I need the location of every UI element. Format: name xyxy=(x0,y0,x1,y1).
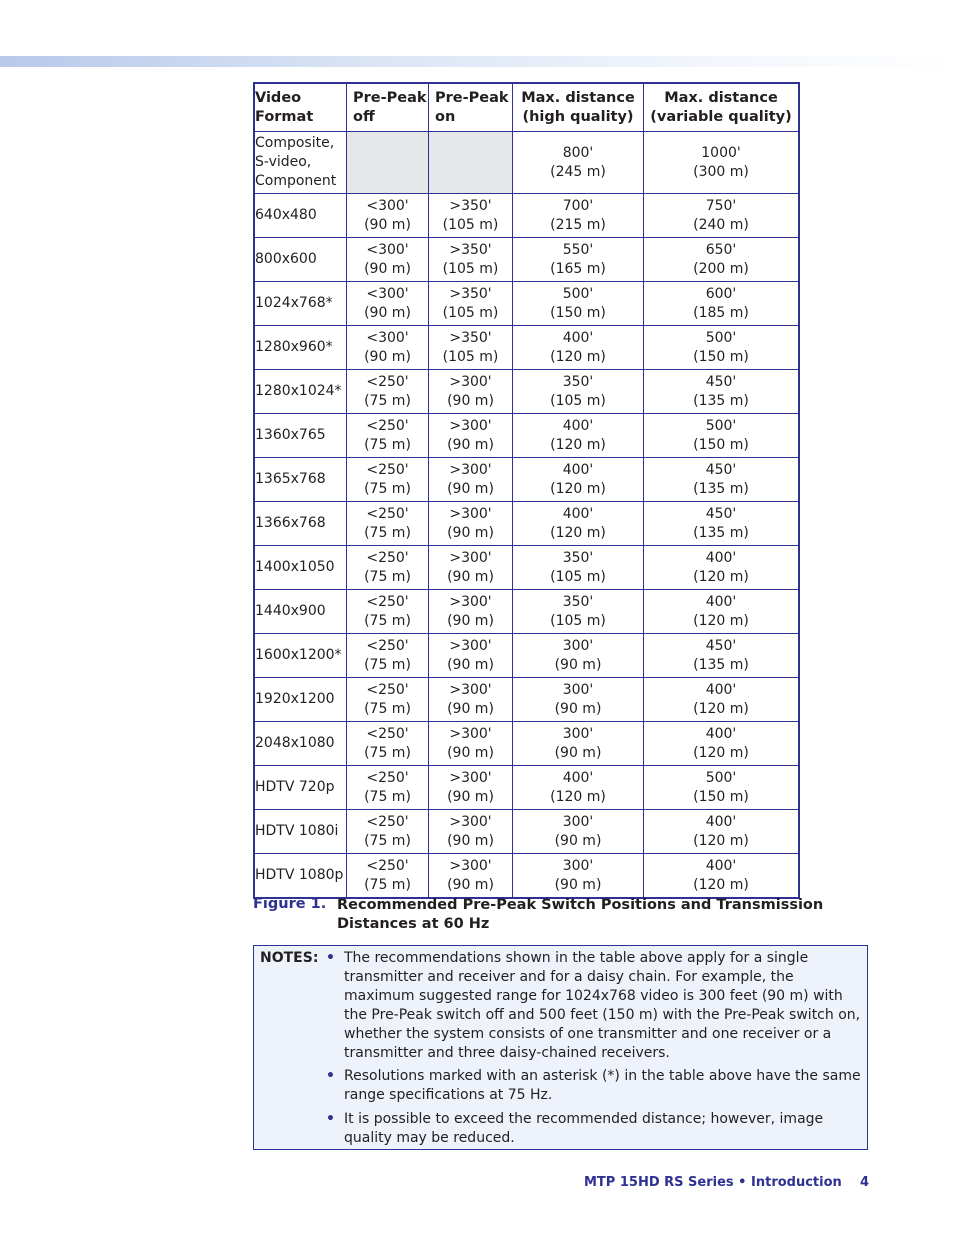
format-cell: HDTV 720p xyxy=(254,766,347,810)
prepeak-off-cell: <250' (75 m) xyxy=(347,458,429,502)
prepeak-on-cell: >350' (105 m) xyxy=(429,282,513,326)
variable-quality-cell: 450' (135 m) xyxy=(644,502,800,546)
variable-quality-cell: 750' (240 m) xyxy=(644,194,800,238)
high-quality-cell: 350' (105 m) xyxy=(513,546,644,590)
table-header-row xyxy=(254,83,799,132)
high-quality-cell: 400' (120 m) xyxy=(513,766,644,810)
prepeak-off-cell: <250' (75 m) xyxy=(347,854,429,899)
figure-label: Figure 1. xyxy=(253,896,327,912)
distance-table xyxy=(253,82,800,899)
prepeak-off-cell: <250' (75 m) xyxy=(347,766,429,810)
prepeak-on-cell: >300' (90 m) xyxy=(429,854,513,899)
format-cell: HDTV 1080i xyxy=(254,810,347,854)
format-cell: 1366x768 xyxy=(254,502,347,546)
header-max-distance-high: Max. distance (high quality) xyxy=(513,83,644,132)
format-cell: 1920x1200 xyxy=(254,678,347,722)
variable-quality-cell: 500' (150 m) xyxy=(644,766,800,810)
format-cell: 1440x900 xyxy=(254,590,347,634)
variable-quality-cell: 1000' (300 m) xyxy=(644,132,800,194)
format-cell: HDTV 1080p xyxy=(254,854,347,899)
prepeak-off-cell: <250' (75 m) xyxy=(347,810,429,854)
variable-quality-cell: 400' (120 m) xyxy=(644,722,800,766)
format-cell: 1365x768 xyxy=(254,458,347,502)
table-row xyxy=(254,194,799,238)
note-item xyxy=(326,949,862,1063)
prepeak-off-cell: <250' (75 m) xyxy=(347,678,429,722)
variable-quality-cell: 400' (120 m) xyxy=(644,810,800,854)
high-quality-cell: 500' (150 m) xyxy=(513,282,644,326)
format-cell: 1280x1024* xyxy=(254,370,347,414)
prepeak-on-cell: >300' (90 m) xyxy=(429,634,513,678)
notes-box xyxy=(253,945,868,1150)
high-quality-cell: 400' (120 m) xyxy=(513,326,644,370)
high-quality-cell: 400' (120 m) xyxy=(513,458,644,502)
note-text: It is possible to exceed the recommended distance; however, image quality may be reduced. xyxy=(344,1111,824,1146)
format-cell: 2048x1080 xyxy=(254,722,347,766)
bullet-icon: • xyxy=(326,1068,335,1084)
shaded-cell xyxy=(347,132,429,194)
prepeak-on-cell: >300' (90 m) xyxy=(429,414,513,458)
variable-quality-cell: 400' (120 m) xyxy=(644,546,800,590)
prepeak-off-cell: <300' (90 m) xyxy=(347,194,429,238)
table-row xyxy=(254,590,799,634)
variable-quality-cell: 500' (150 m) xyxy=(644,326,800,370)
header-prepeak-on: Pre-Peak on xyxy=(429,83,513,132)
prepeak-on-cell: >300' (90 m) xyxy=(429,502,513,546)
high-quality-cell: 350' (105 m) xyxy=(513,370,644,414)
prepeak-on-cell: >300' (90 m) xyxy=(429,678,513,722)
high-quality-cell: 800' (245 m) xyxy=(513,132,644,194)
high-quality-cell: 300' (90 m) xyxy=(513,634,644,678)
table-row xyxy=(254,546,799,590)
prepeak-off-cell: <250' (75 m) xyxy=(347,414,429,458)
variable-quality-cell: 400' (120 m) xyxy=(644,678,800,722)
prepeak-on-cell: >300' (90 m) xyxy=(429,766,513,810)
bullet-icon: • xyxy=(326,950,335,966)
note-text: The recommendations shown in the table above apply for a single transmitter and receiver and for a daisy chain. For example, the maximum suggested range for 1024x768 video is 300 feet (90 m) with the Pre-Peak switch off and 500 feet (150 m) with the Pre-Peak switch on, whether the system consists of one transmitter and one receiver or a transmitter and three daisy-chained receivers. xyxy=(344,950,861,1061)
variable-quality-cell: 450' (135 m) xyxy=(644,458,800,502)
variable-quality-cell: 450' (135 m) xyxy=(644,370,800,414)
high-quality-cell: 400' (120 m) xyxy=(513,502,644,546)
footer-title: MTP 15HD RS Series • Introduction xyxy=(584,1175,842,1190)
prepeak-on-cell: >300' (90 m) xyxy=(429,458,513,502)
notes-title: NOTES: xyxy=(260,950,319,966)
prepeak-off-cell: <250' (75 m) xyxy=(347,370,429,414)
shaded-cell xyxy=(429,132,513,194)
note-item xyxy=(326,1110,862,1148)
high-quality-cell: 350' (105 m) xyxy=(513,590,644,634)
high-quality-cell: 700' (215 m) xyxy=(513,194,644,238)
prepeak-off-cell: <300' (90 m) xyxy=(347,282,429,326)
format-cell: 640x480 xyxy=(254,194,347,238)
table-row xyxy=(254,414,799,458)
table-row xyxy=(254,132,799,194)
format-cell: 800x600 xyxy=(254,238,347,282)
high-quality-cell: 400' (120 m) xyxy=(513,414,644,458)
prepeak-on-cell: >300' (90 m) xyxy=(429,810,513,854)
table-row xyxy=(254,854,799,899)
prepeak-on-cell: >300' (90 m) xyxy=(429,590,513,634)
variable-quality-cell: 400' (120 m) xyxy=(644,590,800,634)
format-cell: Composite, S-video, Component xyxy=(254,132,347,194)
variable-quality-cell: 400' (120 m) xyxy=(644,854,800,899)
table-row xyxy=(254,678,799,722)
variable-quality-cell: 450' (135 m) xyxy=(644,634,800,678)
header-gradient-bar xyxy=(0,56,954,67)
prepeak-off-cell: <250' (75 m) xyxy=(347,546,429,590)
table-row xyxy=(254,282,799,326)
prepeak-off-cell: <300' (90 m) xyxy=(347,238,429,282)
prepeak-on-cell: >350' (105 m) xyxy=(429,326,513,370)
high-quality-cell: 550' (165 m) xyxy=(513,238,644,282)
prepeak-on-cell: >350' (105 m) xyxy=(429,238,513,282)
prepeak-on-cell: >350' (105 m) xyxy=(429,194,513,238)
header-prepeak-off: Pre-Peak off xyxy=(347,83,429,132)
header-max-distance-variable: Max. distance (variable quality) xyxy=(644,83,800,132)
prepeak-on-cell: >300' (90 m) xyxy=(429,546,513,590)
format-cell: 1600x1200* xyxy=(254,634,347,678)
high-quality-cell: 300' (90 m) xyxy=(513,722,644,766)
prepeak-off-cell: <250' (75 m) xyxy=(347,634,429,678)
variable-quality-cell: 650' (200 m) xyxy=(644,238,800,282)
table-row xyxy=(254,766,799,810)
figure-caption: Recommended Pre-Peak Switch Positions and Transmission Distances at 60 Hz xyxy=(337,897,824,932)
high-quality-cell: 300' (90 m) xyxy=(513,854,644,899)
header-video-format: Video Format xyxy=(254,83,347,132)
variable-quality-cell: 500' (150 m) xyxy=(644,414,800,458)
note-text: Resolutions marked with an asterisk (*) in the table above have the same range specifications at 75 Hz. xyxy=(344,1068,861,1103)
high-quality-cell: 300' (90 m) xyxy=(513,810,644,854)
prepeak-off-cell: <300' (90 m) xyxy=(347,326,429,370)
high-quality-cell: 300' (90 m) xyxy=(513,678,644,722)
table-row xyxy=(254,722,799,766)
table-row xyxy=(254,634,799,678)
prepeak-off-cell: <250' (75 m) xyxy=(347,722,429,766)
format-cell: 1024x768* xyxy=(254,282,347,326)
table-row xyxy=(254,326,799,370)
format-cell: 1400x1050 xyxy=(254,546,347,590)
prepeak-off-cell: <250' (75 m) xyxy=(347,502,429,546)
bullet-icon: • xyxy=(326,1111,335,1127)
table-row xyxy=(254,810,799,854)
prepeak-on-cell: >300' (90 m) xyxy=(429,722,513,766)
note-item xyxy=(326,1067,862,1105)
prepeak-off-cell: <250' (75 m) xyxy=(347,590,429,634)
table-row xyxy=(254,502,799,546)
format-cell: 1360x765 xyxy=(254,414,347,458)
table-row xyxy=(254,370,799,414)
table-row xyxy=(254,238,799,282)
table-row xyxy=(254,458,799,502)
format-cell: 1280x960* xyxy=(254,326,347,370)
page-number: 4 xyxy=(860,1175,870,1190)
prepeak-on-cell: >300' (90 m) xyxy=(429,370,513,414)
variable-quality-cell: 600' (185 m) xyxy=(644,282,800,326)
